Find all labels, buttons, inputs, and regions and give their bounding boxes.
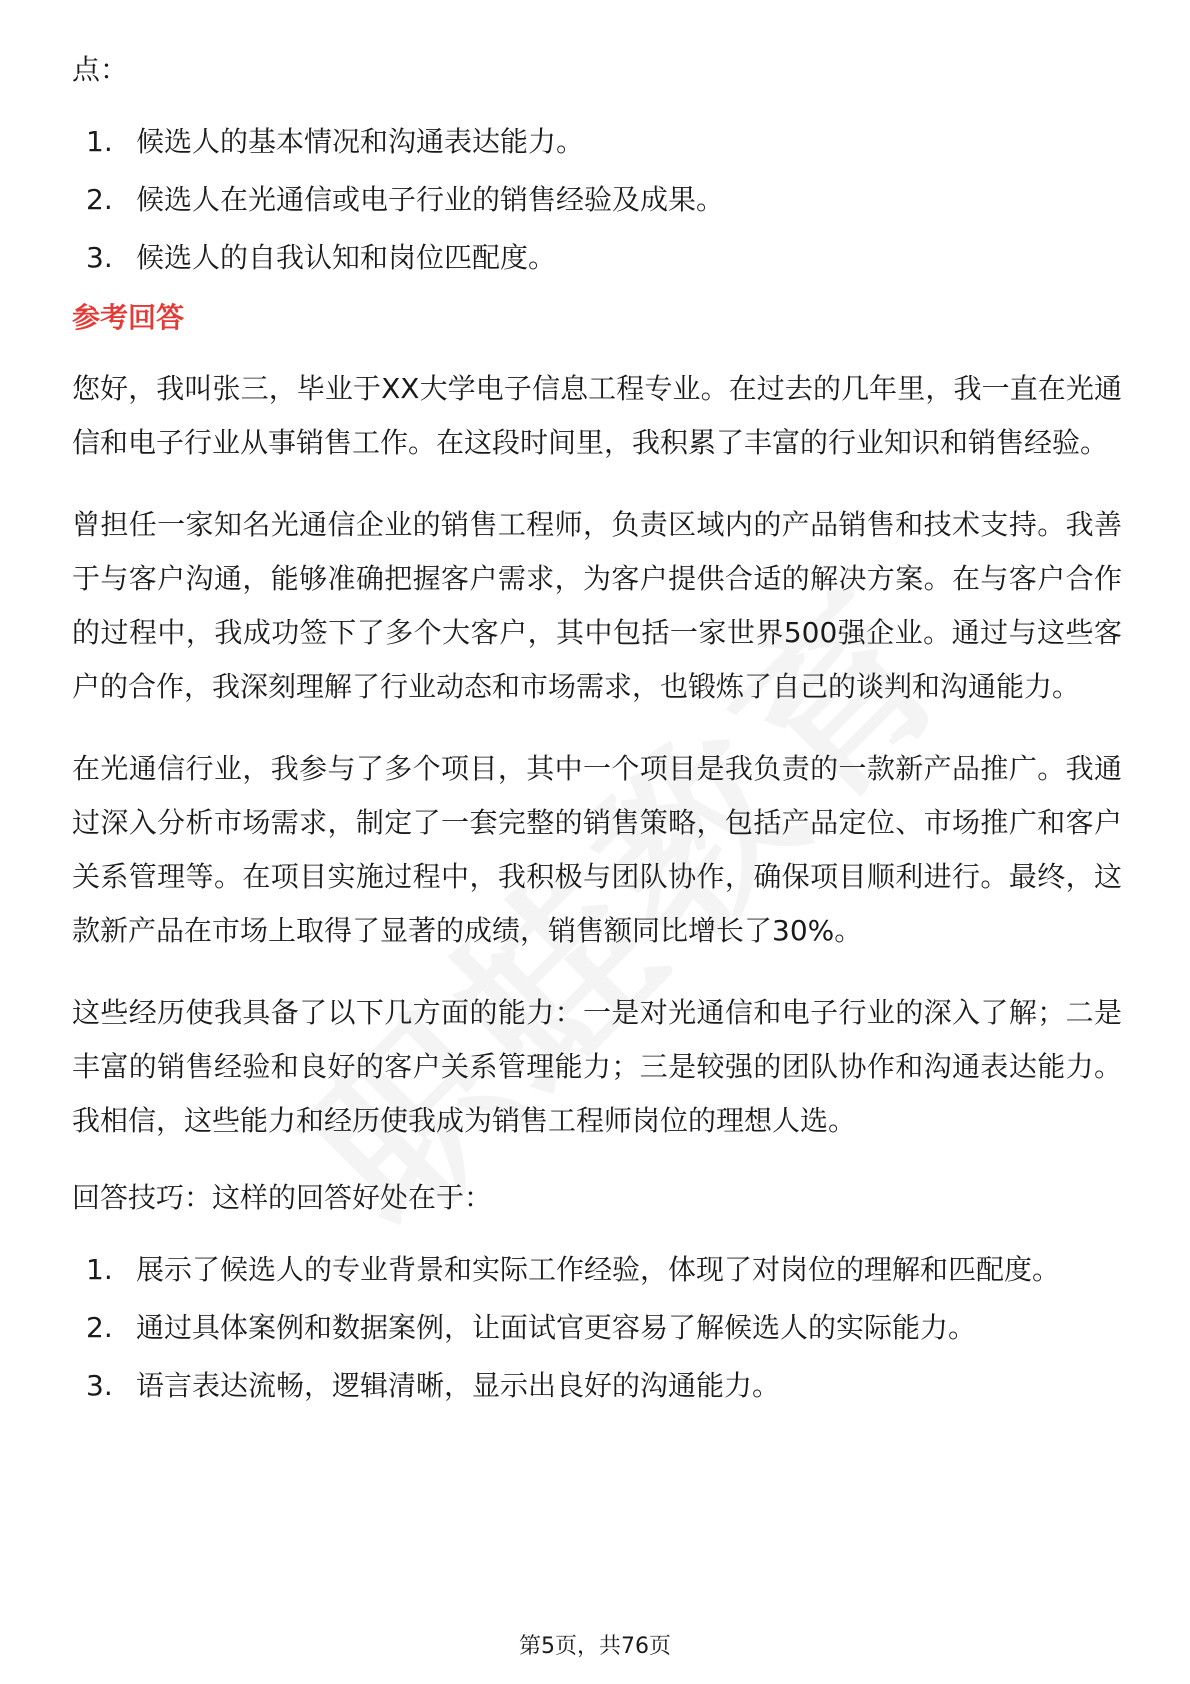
- answer-paragraph: 这些经历使我具备了以下几方面的能力：一是对光通信和电子行业的深入了解；二是丰富的销售经验和良好的客户关系管理能力；三是较强的团队协作和沟通表达能力。我相信，这些能力和经历使我成为销售工程师岗位的理想人选。: [72, 996, 1122, 1137]
- list-item: [72, 122, 1122, 162]
- answer-paragraph: 您好，我叫张三，毕业于XX大学电子信息工程专业。在过去的几年里，我一直在光通信和电子行业从事销售工作。在这段时间里，我积累了丰富的行业知识和销售经验。: [72, 372, 1122, 459]
- reference-answer-heading: 参考回答: [72, 301, 185, 334]
- list-item: [72, 1250, 1122, 1290]
- list-number: 1.: [86, 1253, 113, 1286]
- list-item: [72, 238, 1122, 278]
- list-text: 候选人在光通信或电子行业的销售经验及成果。: [136, 183, 725, 216]
- list-number: 1.: [86, 125, 113, 158]
- list-number: 2.: [86, 183, 113, 216]
- answer-paragraph: 在光通信行业，我参与了多个项目，其中一个项目是我负责的一款新产品推广。我通过深入分析市场需求，制定了一套完整的销售策略，包括产品定位、市场推广和客户关系管理等。在项目实施过程中，我积极与团队协作，确保项目顺利进行。最终，这款新产品在市场上取得了显著的成绩，销售额同比增长了30%。: [72, 752, 1122, 947]
- tips-list: [72, 1250, 1122, 1406]
- tips-intro: 回答技巧：这样的回答好处在于：: [72, 1181, 493, 1214]
- list-number: 2.: [86, 1311, 113, 1344]
- list-item: [72, 1366, 1122, 1406]
- list-text: 语言表达流畅，逻辑清晰，显示出良好的沟通能力。: [136, 1369, 781, 1402]
- list-number: 3.: [86, 1369, 113, 1402]
- list-text: 通过具体案例和数据案例，让面试官更容易了解候选人的实际能力。: [136, 1311, 977, 1344]
- page-footer: 第5页，共76页: [519, 1634, 671, 1659]
- list-text: 展示了候选人的专业背景和实际工作经验，体现了对岗位的理解和匹配度。: [136, 1253, 1061, 1286]
- list-item: [72, 180, 1122, 220]
- answer-paragraph: 曾担任一家知名光通信企业的销售工程师，负责区域内的产品销售和技术支持。我善于与客户沟通，能够准确把握客户需求，为客户提供合适的解决方案。在与客户合作的过程中，我成功签下了多个大客户，其中包括一家世界500强企业。通过与这些客户的合作，我深刻理解了行业动态和市场需求，也锻炼了自己的谈判和沟通能力。: [72, 508, 1122, 703]
- list-text: 候选人的基本情况和沟通表达能力。: [136, 125, 585, 158]
- document-body: [72, 48, 1122, 1424]
- assessment-points-list: [72, 122, 1122, 278]
- list-item: [72, 1308, 1122, 1348]
- list-number: 3.: [86, 241, 113, 274]
- list-text: 候选人的自我认知和岗位匹配度。: [136, 241, 557, 274]
- intro-line: 点：: [72, 53, 129, 86]
